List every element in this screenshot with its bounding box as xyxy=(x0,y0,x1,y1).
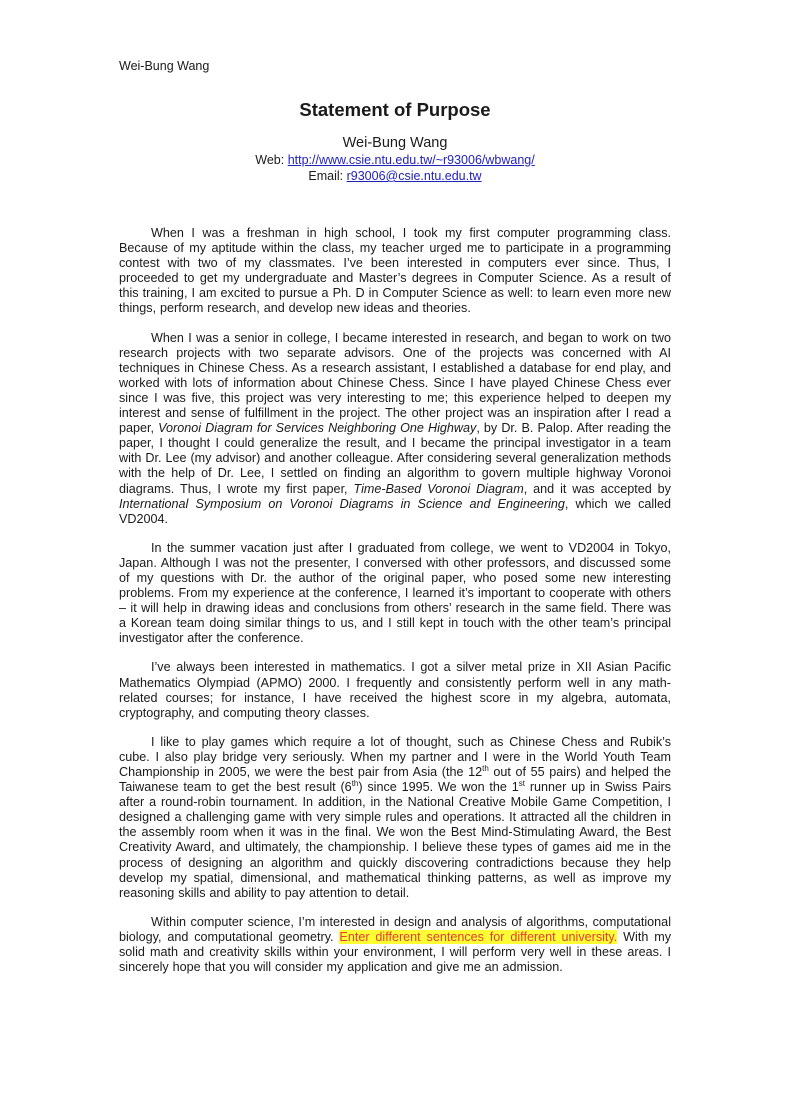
author-name: Wei-Bung Wang xyxy=(342,135,448,151)
email-label: Email: xyxy=(308,169,347,183)
web-line xyxy=(119,152,671,168)
web-label: Web: xyxy=(255,153,288,167)
paper-title-palop: Voronoi Diagram for Services Neighboring One Highway xyxy=(158,421,477,436)
paragraph-5-text-c: ) since 1995. We won the 1 xyxy=(358,780,519,795)
paragraph-2-text-a: When I was a senior in college, I became interested in research, and began to work on two research projects with two separate advisors. One of the projects was concerned with AI techniques in Chinese Chess. As a research assistant, I established a database for end play, and worked with lots of information about Chinese Chess. Since I have played Chinese Chess ever since I was five, this project was very interesting to me; this experience helped to deepen my interest and sense of fulfillment in the project. The other project was an inspiration after I read a paper, xyxy=(119,330,671,436)
paragraph-5 xyxy=(119,735,671,901)
paragraph-3: In the summer vacation just after I graduated from college, we went to VD2004 in Tokyo, Japan. Although I was not the presenter, I conversed with other professors, and discussed some of my questions with Dr. the author of the original paper, who posed some new interesting problems. From my experience at the conference, I learned it’s important to cooperate with others – it will help in drawing ideas and conclusions from others’ research in the same field. There was a Korean team doing similar things to us, and I still kept in touch with the other team’s principal investigator after the conference. xyxy=(119,540,671,646)
title-block xyxy=(119,98,671,184)
document-body xyxy=(119,226,671,989)
paragraph-1: When I was a freshman in high school, I took my first computer programming class. Because of my aptitude within the class, my teacher urged me to participate in a programming contest with two of my classmates. I’ve been interested in computers ever since. Thus, I proceeded to get my undergraduate and Master’s degrees in Computer Science. As a result of this training, I am excited to pursue a Ph. D in Computer Science as well: to learn even more new things, perform research, and develop new ideas and theories. xyxy=(119,226,671,316)
paragraph-6 xyxy=(119,915,671,975)
paragraph-5-text-d: runner up in Swiss Pairs after a round-robin tournament. In addition, in the National Creative Mobile Game Competition, I designed a challenging game with very simple rules and operations. It attracted all the children in the assembly room when it was in the final. We won the Best Mind-Stimulating Award, the Best Creativity Award, and ultimately, the championship. I believe these types of games aid me in the process of designing an algorithm and quickly discovering contradictions because they help develop my spatial, dimensional, and mathematical thinking patterns, as well as improve my reasoning skills and ability to pay attention to detail. xyxy=(119,780,671,900)
paragraph-2-text-e: , and it was accepted by xyxy=(523,481,671,496)
paragraph-4: I’ve always been interested in mathematics. I got a silver metal prize in XII Asian Pacific Mathematics Olympiad (APMO) 2000. I frequently and consistently perform well in any math-related courses; for instance, I have received the highest score in my algebra, automata, cryptography, and computing theory classes. xyxy=(119,660,671,720)
paragraph-2 xyxy=(119,331,671,527)
highlighted-placeholder-text: Enter different sentences for different university. xyxy=(339,929,618,944)
symposium-name: International Symposium on Voronoi Diagrams in Science and Engineering xyxy=(119,496,565,511)
paragraph-6-text-b: With my solid math and creativity skills within your environment, I will perform very well in these areas. I sincerely hope that you will consider my application and give me an admission. xyxy=(119,929,671,975)
paragraph-2-text-c: , by Dr. B. Palop. After reading the paper, I thought I could generalize the result, and I became the principal investigator in a team with Dr. Lee (my advisor) and another colleague. After considering several generalization methods with the help of Dr. Lee, I settled on finding an algorithm to govern multiple highway Voronoi diagrams. Thus, I wrote my first paper, xyxy=(119,421,671,496)
ordinal-suffix-2: th xyxy=(351,778,359,788)
paragraph-6-text-a: Within computer science, I’m interested in design and analysis of algorithms, computational biology, and computational geometry. xyxy=(119,914,671,944)
ordinal-suffix-1: th xyxy=(482,763,489,773)
email-link[interactable]: r93006@csie.ntu.edu.tw xyxy=(346,169,482,183)
paragraph-5-text-a: I like to play games which require a lot of thought, such as Chinese Chess and Rubik’s cube. I also play bridge very seriously. When my partner and I were in the World Youth Team Championship in 2005, we were the best pair from Asia (the 12 xyxy=(119,734,671,779)
email-line xyxy=(119,168,671,184)
web-link[interactable]: http://www.csie.ntu.edu.tw/~r93006/wbwang/ xyxy=(287,153,535,167)
paragraph-5-text-b: out of 55 pairs) and helped the Taiwanese team to get the best result (6 xyxy=(119,765,671,795)
document-title: Statement of Purpose xyxy=(299,99,491,120)
running-header-author: Wei-Bung Wang xyxy=(119,59,210,73)
paragraph-2-text-g: , which we called VD2004. xyxy=(119,496,671,526)
ordinal-suffix-3: st xyxy=(518,778,526,788)
paper-title-time-based: Time-Based Voronoi Diagram xyxy=(353,481,524,496)
